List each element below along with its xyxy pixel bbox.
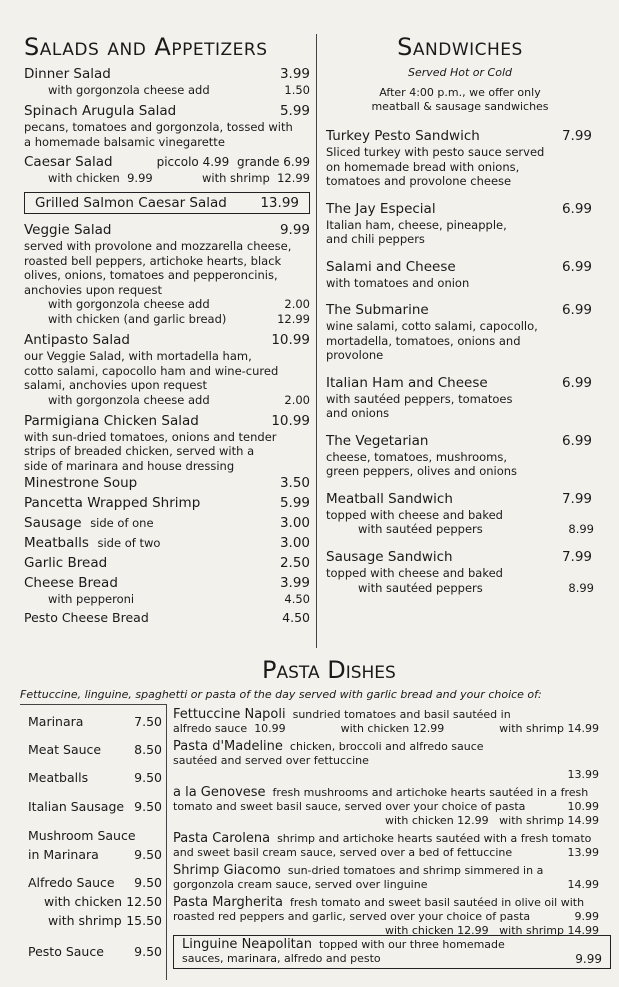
menu-item: The Submarine 6.99 wine salami, cotto salami, capocollo, mortadella, tomatoes, onions and provolone — [326, 302, 592, 362]
column-divider — [316, 34, 317, 648]
menu-item: Dinner Salad 3.99 — [24, 66, 310, 82]
list-item: Alfredo Sauce 9.50 — [28, 875, 162, 890]
menu-item: The Jay Especial 6.99 Italian ham, cheese, pineapple, and chili peppers — [326, 200, 592, 246]
grilled-salmon-box: Grilled Salmon Caesar Salad 13.99 — [24, 192, 310, 214]
menu-item: Salami and Cheese 6.99 with tomatoes and onion — [326, 258, 592, 290]
menu-item: Sausage Sandwich 7.99 topped with cheese and baked with sautéed peppers 8.99 — [326, 549, 594, 595]
salads-column: Salads and Appetizers Dinner Salad 3.99 with gorgonzola cheese add 1.50 Spinach Arugula Salad 5.99 pecans, tomatoes and gorgonzola, tossed with a homemade balsamic vinegarette Caesar Salad piccolo 4.99 grande 6.99 with chicken 9.99 with shrimp 12.99 Grilled Salmon Caesar Salad 13.99 Veggie Salad 9.99 served with provolone and mozzarella cheese, roasted bell peppers, artichoke hearts, black olives, onions, tomatoes and pepperoncinis, anchovies upon request with gorgonzola cheese add 2.00 with chicken (and garlic bread) 12.99 Antipasto Salad 10.99 our Veggie Salad, with mortadella ham, cotto salami, capocollo ham and wine-cured salami, anchovies upon request with gorgonzola cheese add 2.00 Parmigiana Chicken Salad 10.99 with sun-dried tomatoes, onions and tender strips of breaded chicken, served with a side of marinara and house dressing Minestrone Soup 3.50 Pancetta Wrapped Shrimp 5.99 Sausage side of one 3.00 Meatballs side of two 3.00 Garlic Bread 2.50 Cheese Bread 3.99 with pepperoni 4.50 Pesto Cheese Bread 4.50 — [24, 33, 310, 625]
list-item: Mushroom Sauce — [28, 828, 136, 843]
menu-item: Meatballs side of two 3.00 — [24, 535, 310, 551]
menu-item: Parmigiana Chicken Salad 10.99 — [24, 412, 310, 429]
menu-item: Caesar Salad piccolo 4.99 grande 6.99 — [24, 154, 310, 170]
list-item: Italian Sausage 9.50 — [28, 799, 162, 814]
menu-item: Sausage side of one 3.00 — [24, 515, 310, 531]
menu-item: Cheese Bread 3.99 — [24, 575, 310, 591]
pasta-dishes — [173, 708, 599, 942]
sandwiches-title: Sandwiches — [397, 33, 523, 61]
sandwiches-column: Sandwiches Served Hot or Cold After 4:00 p.m., we offer only meatball & sausage sandwiches Turkey Pesto Sandwich 7.99 Sliced turkey with pesto sauce served on homemade bread with onions, tomatoes and provolone cheese The Jay Especial 6.99 Italian ham, cheese, pineapple, and chili peppers Salami and Cheese 6.99 with tomatoes and onion The Submarine 6.99 wine salami, cotto salami, capocollo, mortadella, tomatoes, onions and provolone Italian Ham and Cheese 6.99 with sautéed peppers, tomatoes and onions The Vegetarian 6.99 cheese, tomatoes, mushrooms, green peppers, olives and onions Meatball Sandwich 7.99 topped with cheese and baked with sautéed peppers 8.99 Sausage Sandwich 7.99 topped with cheese and baked with sautéed peppers 8.99 — [326, 33, 594, 595]
menu-item: The Vegetarian 6.99 cheese, tomatoes, mushrooms, green peppers, olives and onions — [326, 432, 592, 478]
list-item: Meatballs 9.50 — [28, 770, 162, 785]
menu-item: Turkey Pesto Sandwich 7.99 Sliced turkey with pesto sauce served on homemade bread with onions, tomatoes and provolone cheese — [326, 128, 592, 188]
menu-item: Spinach Arugula Salad 5.99 — [24, 103, 310, 119]
menu-item: Shrimp Giacomo sun-dried tomatoes and shrimp simmered in a gorgonzola cream sauce, served over linguine 14.99 — [173, 863, 599, 891]
list-item: Meat Sauce 8.50 — [28, 742, 162, 757]
menu-item: a la Genovese fresh mushrooms and artichoke hearts sautéed in a fresh tomato and sweet basil sauce, served over your choice of pasta 10.99 with chicken 12.99 with shrimp 14.99 — [173, 785, 599, 827]
menu-item: Pancetta Wrapped Shrimp 5.99 — [24, 495, 310, 511]
menu-item: Pesto Cheese Bread 4.50 — [24, 610, 310, 625]
menu-item: Italian Ham and Cheese 6.99 with sautéed peppers, tomatoes and onions — [326, 374, 592, 420]
menu-item: Meatball Sandwich 7.99 topped with cheese and baked with sautéed peppers 8.99 — [326, 490, 594, 536]
pasta-title: Pasta Dishes — [262, 656, 396, 684]
menu-item: Pasta Carolena shrimp and artichoke hearts sautéed with a fresh tomato and sweet basil cream sauce, served over a bed of fettuccine 13.99 — [173, 831, 599, 859]
list-item: Pesto Sauce 9.50 — [28, 944, 162, 959]
linguine-box: Linguine Neapolitan topped with our three homemade sauces, marinara, alfredo and pesto 9.99 — [173, 935, 611, 969]
list-item: in Marinara 9.50 — [28, 847, 162, 862]
list-item: with shrimp 15.50 — [48, 913, 162, 928]
menu-item: Minestrone Soup 3.50 — [24, 475, 310, 491]
pasta-subtitle: Fettuccine, linguine, spaghetti or pasta of the day served with garlic bread and your choice of: — [20, 688, 542, 701]
menu-item: Garlic Bread 2.50 — [24, 555, 310, 571]
list-item: Marinara 7.50 — [28, 714, 162, 729]
menu-item: Antipasto Salad 10.99 — [24, 332, 310, 348]
salads-title: Salads and Appetizers — [24, 33, 268, 61]
menu-item: Fettuccine Napoli sundried tomatoes and basil sautéed in alfredo sauce 10.99 with chicken 12.99 with shrimp 14.99 — [173, 707, 599, 735]
sauce-list — [20, 704, 167, 980]
menu-item: Pasta Margherita fresh tomato and sweet basil sautéed in olive oil with roasted red peppers and garlic, served over your choice of pasta 9.99 with chicken 12.99 with shrimp 14.99 — [173, 895, 599, 937]
menu-item: Veggie Salad 9.99 — [24, 222, 310, 238]
list-item: with chicken 12.50 — [44, 894, 162, 909]
menu-item: Pasta d'Madeline chicken, broccoli and alfredo sauce sautéed and served over fettuccine 13.99 — [173, 739, 599, 781]
